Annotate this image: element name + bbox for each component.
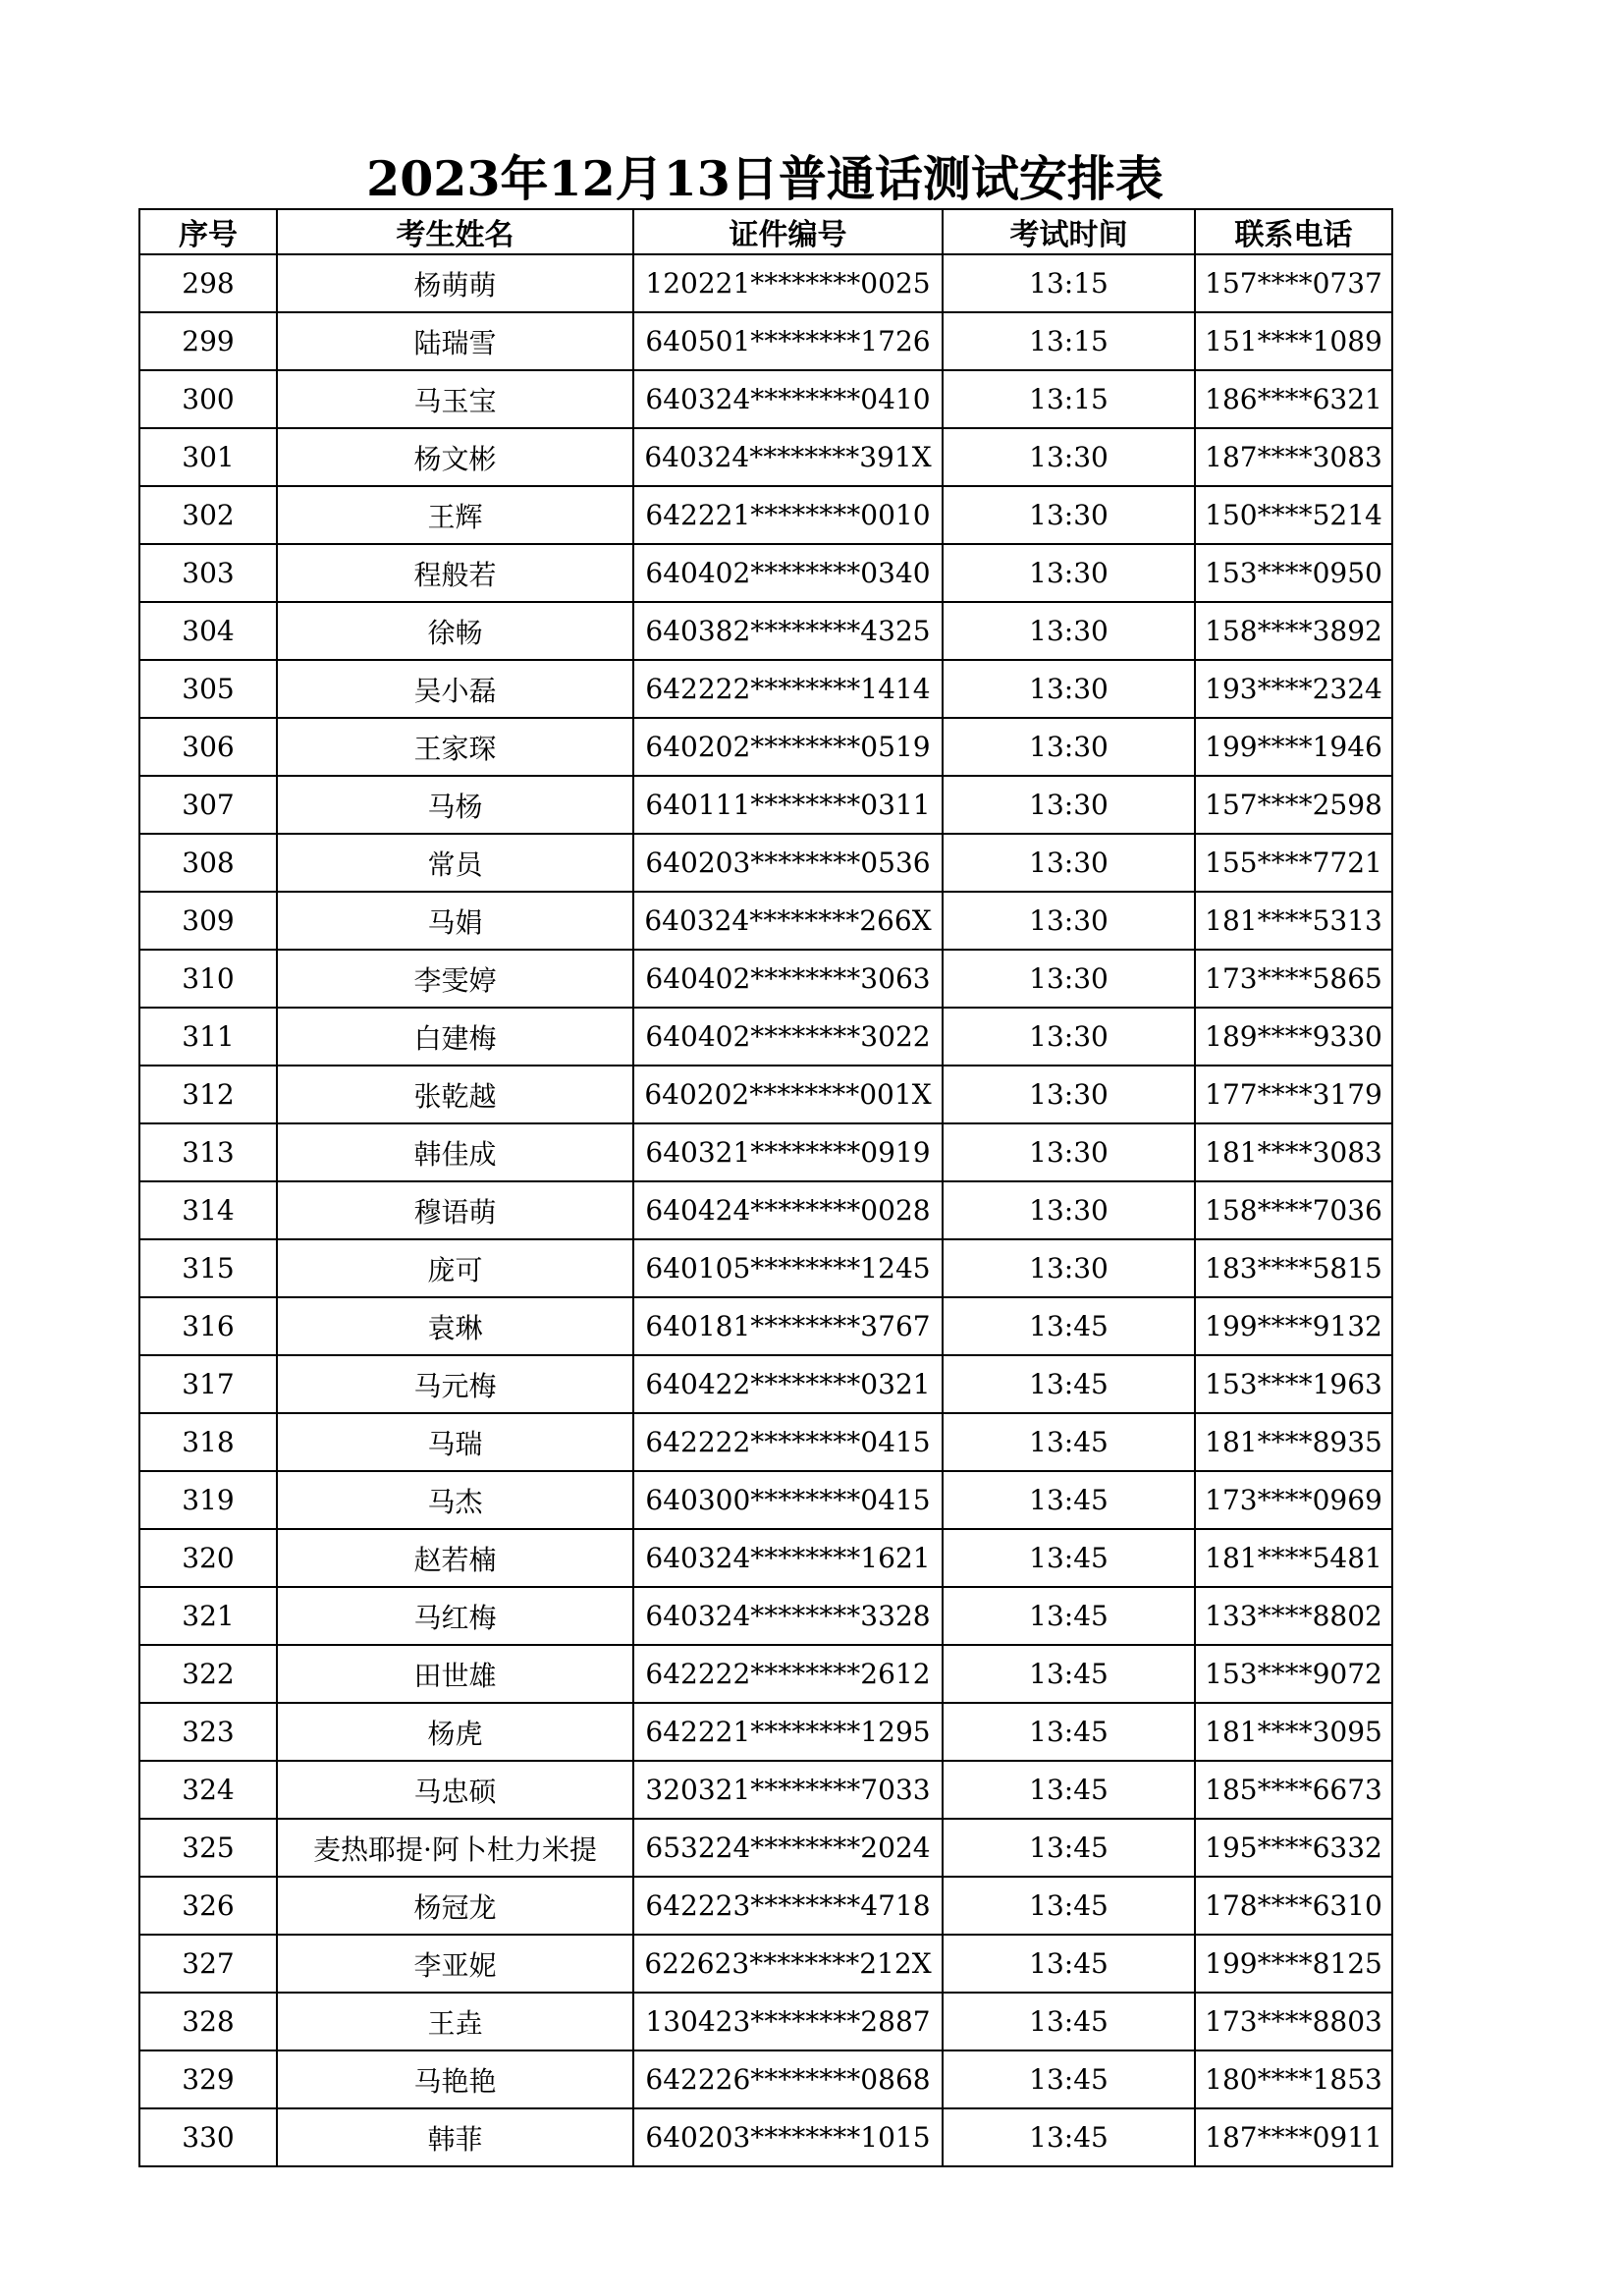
cell-id: 642223********4718 xyxy=(633,1877,943,1935)
cell-name: 杨冠龙 xyxy=(277,1877,633,1935)
cell-time: 13:30 xyxy=(943,428,1195,486)
cell-seq: 309 xyxy=(139,892,277,950)
cell-phone: 187****0911 xyxy=(1195,2108,1392,2166)
table-row xyxy=(139,1761,1392,1819)
cell-phone: 151****1089 xyxy=(1195,312,1392,370)
cell-id: 640501********1726 xyxy=(633,312,943,370)
cell-time: 13:30 xyxy=(943,602,1195,660)
cell-time: 13:45 xyxy=(943,1935,1195,1993)
cell-time: 13:45 xyxy=(943,2050,1195,2108)
cell-name: 庞可 xyxy=(277,1239,633,1297)
cell-time: 13:30 xyxy=(943,1123,1195,1181)
cell-id: 640402********0340 xyxy=(633,544,943,602)
table-row xyxy=(139,312,1392,370)
cell-phone: 173****5865 xyxy=(1195,950,1392,1008)
cell-id: 653224********2024 xyxy=(633,1819,943,1877)
table-row xyxy=(139,1645,1392,1703)
cell-seq: 300 xyxy=(139,370,277,428)
table-row xyxy=(139,1008,1392,1066)
schedule-table xyxy=(138,208,1393,2167)
table-row xyxy=(139,1587,1392,1645)
cell-id: 640324********0410 xyxy=(633,370,943,428)
cell-id: 640321********0919 xyxy=(633,1123,943,1181)
cell-time: 13:45 xyxy=(943,1703,1195,1761)
cell-seq: 307 xyxy=(139,776,277,834)
cell-time: 13:45 xyxy=(943,1297,1195,1355)
column-header-seq: 序号 xyxy=(139,209,277,254)
cell-name: 穆语萌 xyxy=(277,1181,633,1239)
cell-phone: 178****6310 xyxy=(1195,1877,1392,1935)
cell-phone: 153****0950 xyxy=(1195,544,1392,602)
cell-phone: 199****8125 xyxy=(1195,1935,1392,1993)
cell-time: 13:30 xyxy=(943,834,1195,892)
table-row xyxy=(139,1471,1392,1529)
cell-id: 642222********2612 xyxy=(633,1645,943,1703)
column-header-name: 考生姓名 xyxy=(277,209,633,254)
cell-phone: 195****6332 xyxy=(1195,1819,1392,1877)
cell-time: 13:45 xyxy=(943,1529,1195,1587)
cell-name: 赵若楠 xyxy=(277,1529,633,1587)
cell-seq: 311 xyxy=(139,1008,277,1066)
cell-seq: 320 xyxy=(139,1529,277,1587)
cell-phone: 133****8802 xyxy=(1195,1587,1392,1645)
table-row xyxy=(139,254,1392,312)
cell-phone: 183****5815 xyxy=(1195,1239,1392,1297)
cell-time: 13:45 xyxy=(943,1877,1195,1935)
cell-name: 徐畅 xyxy=(277,602,633,660)
table-row xyxy=(139,950,1392,1008)
header-row xyxy=(139,209,1392,254)
cell-seq: 306 xyxy=(139,718,277,776)
table-row xyxy=(139,2050,1392,2108)
cell-phone: 189****9330 xyxy=(1195,1008,1392,1066)
cell-id: 622623********212X xyxy=(633,1935,943,1993)
cell-seq: 314 xyxy=(139,1181,277,1239)
cell-id: 640324********3328 xyxy=(633,1587,943,1645)
cell-id: 642222********0415 xyxy=(633,1413,943,1471)
cell-seq: 326 xyxy=(139,1877,277,1935)
column-header-phone: 联系电话 xyxy=(1195,209,1392,254)
cell-time: 13:45 xyxy=(943,1993,1195,2050)
cell-seq: 298 xyxy=(139,254,277,312)
cell-phone: 153****1963 xyxy=(1195,1355,1392,1413)
cell-time: 13:45 xyxy=(943,1413,1195,1471)
cell-seq: 313 xyxy=(139,1123,277,1181)
cell-phone: 199****1946 xyxy=(1195,718,1392,776)
cell-time: 13:30 xyxy=(943,776,1195,834)
cell-time: 13:45 xyxy=(943,1471,1195,1529)
cell-time: 13:45 xyxy=(943,1819,1195,1877)
cell-phone: 155****7721 xyxy=(1195,834,1392,892)
table-row xyxy=(139,1529,1392,1587)
table-row xyxy=(139,1297,1392,1355)
cell-name: 韩佳成 xyxy=(277,1123,633,1181)
table-row xyxy=(139,776,1392,834)
cell-name: 马玉宝 xyxy=(277,370,633,428)
cell-name: 袁琳 xyxy=(277,1297,633,1355)
table-row xyxy=(139,1123,1392,1181)
table-row xyxy=(139,1413,1392,1471)
cell-seq: 316 xyxy=(139,1297,277,1355)
table-row xyxy=(139,370,1392,428)
cell-time: 13:15 xyxy=(943,370,1195,428)
cell-name: 李雯婷 xyxy=(277,950,633,1008)
cell-seq: 308 xyxy=(139,834,277,892)
table-row xyxy=(139,1703,1392,1761)
cell-seq: 315 xyxy=(139,1239,277,1297)
cell-time: 13:15 xyxy=(943,312,1195,370)
cell-phone: 187****3083 xyxy=(1195,428,1392,486)
cell-id: 130423********2887 xyxy=(633,1993,943,2050)
cell-name: 白建梅 xyxy=(277,1008,633,1066)
cell-seq: 323 xyxy=(139,1703,277,1761)
cell-phone: 150****5214 xyxy=(1195,486,1392,544)
table-row xyxy=(139,2108,1392,2166)
cell-name: 马娟 xyxy=(277,892,633,950)
cell-phone: 181****5481 xyxy=(1195,1529,1392,1587)
cell-id: 640111********0311 xyxy=(633,776,943,834)
cell-name: 马杰 xyxy=(277,1471,633,1529)
cell-id: 640402********3022 xyxy=(633,1008,943,1066)
page-title: 2023年12月13日普通话测试安排表 xyxy=(366,150,1163,207)
cell-phone: 180****1853 xyxy=(1195,2050,1392,2108)
cell-name: 麦热耶提·阿卜杜力米提 xyxy=(277,1819,633,1877)
cell-name: 杨文彬 xyxy=(277,428,633,486)
cell-id: 640424********0028 xyxy=(633,1181,943,1239)
cell-phone: 185****6673 xyxy=(1195,1761,1392,1819)
cell-name: 田世雄 xyxy=(277,1645,633,1703)
cell-name: 张乾越 xyxy=(277,1066,633,1123)
table-row xyxy=(139,1819,1392,1877)
cell-time: 13:45 xyxy=(943,1645,1195,1703)
cell-phone: 186****6321 xyxy=(1195,370,1392,428)
cell-time: 13:30 xyxy=(943,486,1195,544)
cell-id: 642226********0868 xyxy=(633,2050,943,2108)
cell-phone: 157****2598 xyxy=(1195,776,1392,834)
cell-seq: 318 xyxy=(139,1413,277,1471)
cell-seq: 330 xyxy=(139,2108,277,2166)
cell-time: 13:30 xyxy=(943,718,1195,776)
cell-id: 320321********7033 xyxy=(633,1761,943,1819)
cell-name: 马元梅 xyxy=(277,1355,633,1413)
cell-id: 640324********1621 xyxy=(633,1529,943,1587)
table-row xyxy=(139,486,1392,544)
cell-seq: 299 xyxy=(139,312,277,370)
cell-id: 640324********391X xyxy=(633,428,943,486)
cell-time: 13:45 xyxy=(943,1355,1195,1413)
cell-id: 120221********0025 xyxy=(633,254,943,312)
table-row xyxy=(139,660,1392,718)
cell-id: 642222********1414 xyxy=(633,660,943,718)
table-row xyxy=(139,1181,1392,1239)
table-row xyxy=(139,1877,1392,1935)
cell-seq: 327 xyxy=(139,1935,277,1993)
cell-seq: 322 xyxy=(139,1645,277,1703)
cell-seq: 310 xyxy=(139,950,277,1008)
cell-time: 13:30 xyxy=(943,660,1195,718)
cell-id: 640181********3767 xyxy=(633,1297,943,1355)
cell-phone: 181****3083 xyxy=(1195,1123,1392,1181)
cell-phone: 181****5313 xyxy=(1195,892,1392,950)
cell-time: 13:30 xyxy=(943,950,1195,1008)
cell-id: 640422********0321 xyxy=(633,1355,943,1413)
cell-phone: 158****3892 xyxy=(1195,602,1392,660)
cell-phone: 181****3095 xyxy=(1195,1703,1392,1761)
cell-id: 640300********0415 xyxy=(633,1471,943,1529)
cell-time: 13:45 xyxy=(943,1761,1195,1819)
cell-seq: 324 xyxy=(139,1761,277,1819)
table-row xyxy=(139,892,1392,950)
cell-phone: 173****0969 xyxy=(1195,1471,1392,1529)
cell-name: 马忠硕 xyxy=(277,1761,633,1819)
cell-id: 640203********1015 xyxy=(633,2108,943,2166)
cell-name: 吴小磊 xyxy=(277,660,633,718)
cell-name: 常员 xyxy=(277,834,633,892)
cell-time: 13:30 xyxy=(943,1181,1195,1239)
cell-phone: 158****7036 xyxy=(1195,1181,1392,1239)
cell-seq: 317 xyxy=(139,1355,277,1413)
cell-seq: 302 xyxy=(139,486,277,544)
table-row xyxy=(139,1239,1392,1297)
cell-seq: 305 xyxy=(139,660,277,718)
cell-name: 李亚妮 xyxy=(277,1935,633,1993)
cell-id: 640105********1245 xyxy=(633,1239,943,1297)
cell-name: 杨萌萌 xyxy=(277,254,633,312)
cell-name: 马瑞 xyxy=(277,1413,633,1471)
table-row xyxy=(139,718,1392,776)
cell-time: 13:45 xyxy=(943,1587,1195,1645)
column-header-time: 考试时间 xyxy=(943,209,1195,254)
cell-name: 韩菲 xyxy=(277,2108,633,2166)
cell-name: 杨虎 xyxy=(277,1703,633,1761)
cell-id: 640382********4325 xyxy=(633,602,943,660)
cell-time: 13:30 xyxy=(943,544,1195,602)
cell-phone: 153****9072 xyxy=(1195,1645,1392,1703)
cell-seq: 329 xyxy=(139,2050,277,2108)
cell-phone: 193****2324 xyxy=(1195,660,1392,718)
cell-seq: 312 xyxy=(139,1066,277,1123)
cell-phone: 173****8803 xyxy=(1195,1993,1392,2050)
cell-seq: 319 xyxy=(139,1471,277,1529)
table-row xyxy=(139,602,1392,660)
cell-id: 642221********0010 xyxy=(633,486,943,544)
cell-name: 陆瑞雪 xyxy=(277,312,633,370)
cell-seq: 304 xyxy=(139,602,277,660)
cell-phone: 199****9132 xyxy=(1195,1297,1392,1355)
cell-time: 13:30 xyxy=(943,892,1195,950)
cell-name: 王辉 xyxy=(277,486,633,544)
column-header-id: 证件编号 xyxy=(633,209,943,254)
cell-id: 640402********3063 xyxy=(633,950,943,1008)
cell-name: 马艳艳 xyxy=(277,2050,633,2108)
cell-seq: 303 xyxy=(139,544,277,602)
cell-id: 640324********266X xyxy=(633,892,943,950)
table-row xyxy=(139,1935,1392,1993)
cell-seq: 301 xyxy=(139,428,277,486)
cell-seq: 321 xyxy=(139,1587,277,1645)
cell-time: 13:30 xyxy=(943,1066,1195,1123)
cell-phone: 181****8935 xyxy=(1195,1413,1392,1471)
cell-id: 640203********0536 xyxy=(633,834,943,892)
table-row xyxy=(139,1993,1392,2050)
cell-name: 程般若 xyxy=(277,544,633,602)
table-row xyxy=(139,544,1392,602)
cell-name: 马红梅 xyxy=(277,1587,633,1645)
cell-name: 马杨 xyxy=(277,776,633,834)
cell-phone: 157****0737 xyxy=(1195,254,1392,312)
table-row xyxy=(139,834,1392,892)
table-row xyxy=(139,1066,1392,1123)
cell-time: 13:30 xyxy=(943,1239,1195,1297)
cell-name: 王垚 xyxy=(277,1993,633,2050)
cell-time: 13:45 xyxy=(943,2108,1195,2166)
cell-phone: 177****3179 xyxy=(1195,1066,1392,1123)
cell-id: 640202********0519 xyxy=(633,718,943,776)
cell-id: 642221********1295 xyxy=(633,1703,943,1761)
table-row xyxy=(139,428,1392,486)
cell-time: 13:15 xyxy=(943,254,1195,312)
cell-seq: 325 xyxy=(139,1819,277,1877)
cell-seq: 328 xyxy=(139,1993,277,2050)
cell-name: 王家琛 xyxy=(277,718,633,776)
table-row xyxy=(139,1355,1392,1413)
cell-time: 13:30 xyxy=(943,1008,1195,1066)
cell-id: 640202********001X xyxy=(633,1066,943,1123)
